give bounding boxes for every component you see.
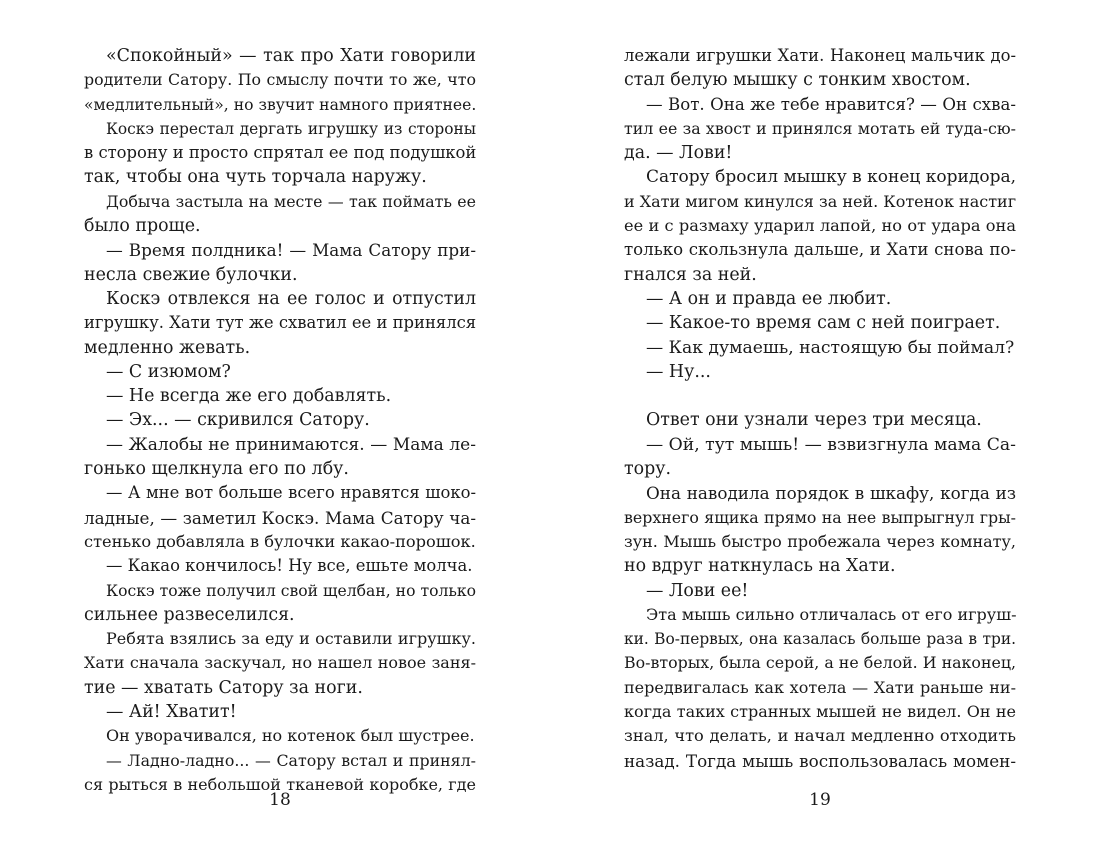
text-line: — Лови ее! [646, 580, 749, 601]
text-line: было проще. [84, 216, 201, 237]
text-line: ки. Во-первых, она казалась больше раза в три. [624, 630, 1016, 649]
text-line: ладные, — заметил Коскэ. Мама Сатору ча- [84, 507, 476, 528]
text-line: Хати сначала заскучал, но нашел новое заня- [84, 653, 476, 673]
text-line: верхнего ящика прямо на нее выпрыгнул гры- [624, 507, 1016, 527]
text-line: Эта мышь сильно отличалась от его игруш- [646, 604, 1017, 624]
text-line: тие — хватать Сатору за ноги. [84, 677, 363, 698]
text-line [624, 384, 1016, 408]
text-line: — Эх... — скривился Сатору. [106, 410, 370, 431]
text-line: — С изюмом? [106, 361, 231, 382]
text-line: Добыча застыла на месте — так поймать ее [106, 191, 476, 211]
text-line: так, чтобы она чуть торчала наружу. [84, 167, 427, 188]
text-line: — Какао кончилось! Ну все, ешьте молча. [106, 556, 473, 576]
text-line: лежали игрушки Хати. Наконец мальчик до- [624, 46, 1016, 65]
text-line: Она наводила порядок в шкафу, когда из [646, 483, 1016, 504]
text-line: зун. Мышь быстро пробежала через комнату, [624, 531, 1016, 551]
text-line: Коскэ отвлекся на ее голос и отпустил [106, 288, 476, 309]
text-line: — А мне вот больше всего нравятся шоко- [106, 483, 476, 503]
text-line: «медлительный», но звучит намного приятнее. [84, 95, 477, 114]
text-line: Коскэ тоже получил свой щелбан, но только [106, 581, 476, 600]
text-line: — Жалобы не принимаются. — Мама ле- [106, 434, 476, 455]
text-line: гонько щелкнула его по лбу. [84, 459, 349, 480]
page-number-right: 19 [809, 790, 831, 810]
text-line: — Ну... [646, 361, 711, 382]
text-line: — Время полдника! — Мама Сатору при- [106, 240, 476, 261]
left-page [84, 44, 476, 797]
text-line: Ответ они узнали через три месяца. [646, 410, 982, 431]
text-line: — Ой, тут мышь! — взвизгнула мама Са- [646, 434, 1016, 455]
text-line: гнался за ней. [624, 264, 757, 285]
page-number-left: 18 [269, 790, 291, 810]
text-line: тил ее за хвост и принялся мотать ей туда-сю- [624, 118, 1016, 138]
text-line: — А он и правда ее любит. [646, 288, 892, 309]
text-line: назад. Тогда мышь воспользовалась момен- [624, 750, 1016, 771]
text-line: Во-вторых, была серой, а не белой. И наконец, [624, 653, 1016, 673]
text-line: когда таких странных мышей не видел. Он не [624, 702, 1016, 722]
text-line: стенько добавляла в булочки какао-порошок. [84, 531, 476, 551]
text-line: — Как думаешь, настоящую бы поймал? [646, 337, 1015, 358]
text-line: но вдруг наткнулась на Хати. [624, 556, 896, 577]
text-line: Коскэ перестал дергать игрушку из стороны [106, 119, 476, 138]
text-line: сильнее развеселился. [84, 604, 295, 625]
text-line: Он уворачивался, но котенок был шустрее. [106, 726, 475, 746]
text-line: — Ладно-ладно... — Сатору встал и принял- [106, 750, 476, 770]
right-page [624, 44, 1016, 773]
text-line: в сторону и просто спрятал ее под подушкой [84, 143, 477, 163]
text-line: тору. [624, 459, 671, 480]
text-line: — Вот. Она же тебе нравится? — Он схва- [646, 94, 1016, 114]
text-line: и Хати мигом кинулся за ней. Котенок настиг [624, 191, 1017, 211]
text-line: да. — Лови! [624, 143, 733, 164]
text-line: игрушку. Хати тут же схватил ее и принялся [84, 313, 477, 333]
text-line: Сатору бросил мышку в конец коридора, [646, 167, 1016, 188]
text-line: Ребята взялись за еду и оставили игрушку. [106, 629, 476, 649]
text-line: передвигалась как хотела — Хати раньше ни- [624, 677, 1016, 697]
text-line: — Не всегда же его добавлять. [106, 386, 392, 407]
text-line: только скользнула дальше, и Хати снова по- [624, 240, 1016, 260]
text-line: ее и с размаху ударил лапой, но от удара она [624, 216, 1016, 236]
text-line: знал, что делать, и начал медленно отходить [624, 726, 1016, 746]
text-line: ся рыться в небольшой тканевой коробке, где [84, 774, 476, 794]
text-line: стал белую мышку с тонким хвостом. [624, 70, 971, 91]
text-line: «Спокойный» — так про Хати говорили [106, 46, 476, 66]
text-line: медленно жевать. [84, 337, 251, 358]
text-line: — Ай! Хватит! [106, 702, 237, 723]
text-line: родители Сатору. По смыслу почти то же, что [84, 70, 476, 90]
text-line: — Какое-то время сам с ней поиграет. [646, 313, 1001, 334]
text-line: несла свежие булочки. [84, 264, 298, 285]
